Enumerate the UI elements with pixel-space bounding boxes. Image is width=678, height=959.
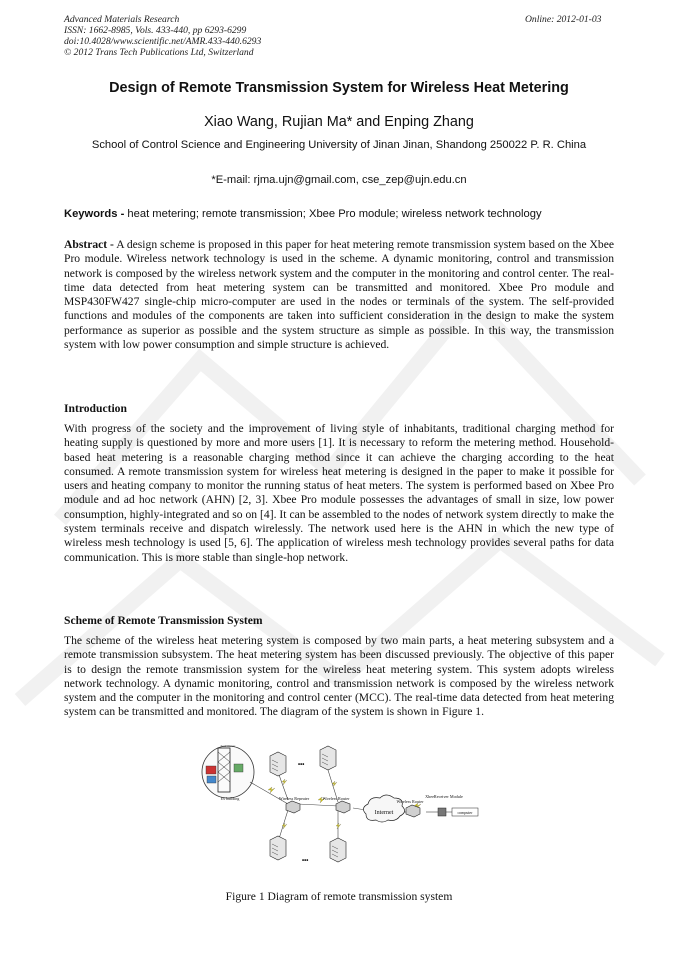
- internet-label: Internet: [374, 810, 394, 816]
- building-subsystem: [202, 744, 254, 798]
- paper-title: Design of Remote Transmission System for Wireless Heat Metering: [109, 80, 569, 96]
- figure-caption: Figure 1 Diagram of remote transmission system: [225, 890, 453, 903]
- abstract-text: A design scheme is proposed in this paper for heat metering remote transmission system based on the Xbee Pro module. Wireless network technology is used in the scheme. A dynamic monitoring, control and transmission network is composed by the wireless network system and the computer in the monitoring and control center. The real-time data detected from heat metering system can be transmitted and monitored. Xbee Pro module and MSP430FW427 single-chip micro-computer are used in the nodes or terminals of the system. The self-provided functions and modules of the components are taken into sufficient consideration in the design to make the system performance as superior as possible and the system structure as simple as possible. In this way, the transmission system with low power consumption and simple structure is achieved.: [64, 238, 614, 352]
- online-date: Online: 2012-01-03: [525, 14, 602, 25]
- affiliation: School of Control Science and Engineering University of Jinan Jinan, Shandong 250022 P. R. China: [91, 139, 587, 151]
- issn-line: ISSN: 1662-8985, Vols. 433-440, pp 6293-6299: [64, 25, 247, 36]
- keywords-text: heat metering; remote transmission; Xbee Pro module; wireless network technology: [124, 208, 542, 220]
- section-heading-scheme: Scheme of Remote Transmission System: [64, 614, 263, 627]
- server-icons: [270, 746, 346, 862]
- author-list: Xiao Wang, Rujian Ma* and Enping Zhang: [204, 114, 474, 130]
- receiver-module: [438, 808, 478, 816]
- abstract-paragraph: [64, 238, 614, 352]
- introduction-paragraph: With progress of the society and the improvement of living style of inhabitants, traditional charging method for heating supply is questioned by more and more users [1]. It is necessary to reform the metering method. Household-based heat metering is a reasonable charging method since it can achieve the charging according to the heat consumed. A remote transmission system for wireless heat metering is designed in the paper to make it possible for users and heating company to monitor the running status of heat meters. The system is performed based on Xbee Pro module and ad hoc network (AHN) [2, 3]. Xbee Pro module possesses the advantages of small in size, low power consumption, highly-integrated and so on [4]. It can be assembled to the nodes of network system directly to make the system terminals receive and dispatch wirelessly. The network used here is the AHN in which the new type of wireless mesh technology is used [5, 6]. The application of wireless mesh technology provides several paths for data communication. This is more stable than single-hop network.: [64, 422, 614, 564]
- computer-label: computer: [457, 810, 473, 815]
- keywords-label: Keywords -: [64, 208, 125, 220]
- contact-email[interactable]: *E-mail: rjma.ujn@gmail.com, cse_zep@ujn.edu.cn: [211, 174, 467, 186]
- copyright-line: © 2012 Trans Tech Publications Ltd, Switzerland: [64, 47, 254, 58]
- router2-label: Wireless Router: [396, 799, 424, 804]
- journal-header: [64, 14, 261, 58]
- scheme-paragraph: The scheme of the wireless heat metering system is composed by two main parts, a heat metering subsystem and a remote transmission subsystem. The heat metering system has been discussed previously. The objective of this paper is to design the remote transmission system for the wireless heat metering system. This system adopts wireless network technology. A dynamic monitoring, control and transmission network is composed by the wireless network system and the computer in the monitoring and control center (MCC). The real-time data detected from heat metering system can be transmitted and monitored. The diagram of the system is shown in Figure 1.: [64, 634, 614, 719]
- section-heading-introduction: Introduction: [64, 402, 127, 415]
- module-label: XbeeReceiver Module: [425, 794, 463, 799]
- abstract-label: Abstract -: [64, 238, 114, 251]
- repeater-label: Wireless Repeater: [278, 796, 310, 801]
- doi-line[interactable]: doi:10.4028/www.scientific.net/AMR.433-440.6293: [64, 36, 262, 47]
- keywords-line: [64, 208, 616, 220]
- dots-bottom: •••: [302, 858, 309, 864]
- svg-text:heat meter: heat meter: [220, 744, 236, 748]
- building-label: Ex building: [220, 796, 240, 801]
- journal-name: Advanced Materials Research: [64, 14, 180, 25]
- dots-top: •••: [298, 762, 305, 768]
- system-diagram: [198, 742, 488, 877]
- router1-label: Wireless Router: [322, 796, 350, 801]
